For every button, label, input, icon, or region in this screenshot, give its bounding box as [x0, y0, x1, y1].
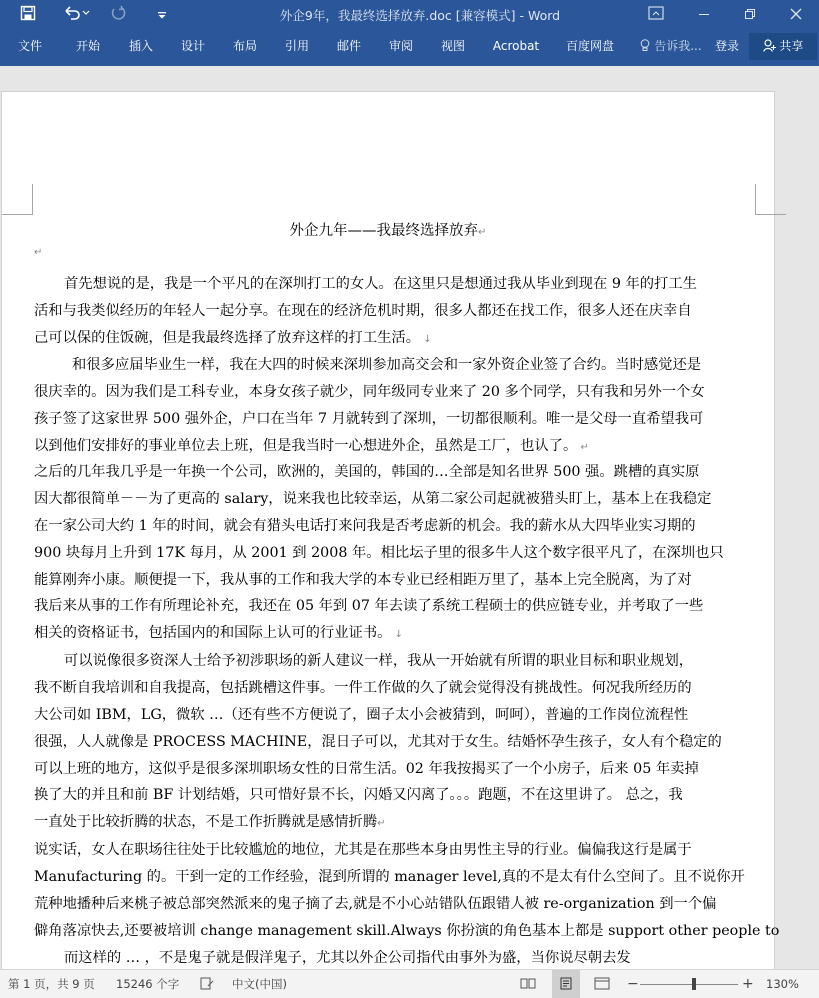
text-line: 可以上班的地方，这似乎是很多深圳职场女性的日常生活。02 年我按揭买了一个小房子，后来 05 年卖掉 — [34, 760, 699, 777]
zoom-in-button[interactable]: + — [742, 976, 754, 992]
text-line: 能算刚奔小康。顺便提一下，我从事的工作和我大学的本专业已经相距万里了，基本上完全脱离，为了对 — [34, 571, 692, 588]
lightbulb-icon — [640, 39, 654, 53]
text-line: 我不断自我培训和自我提高，包括跳槽这件事。一件工作做的久了就会觉得没有挑战性。何况我所经历的 — [34, 679, 692, 696]
read-mode-icon[interactable] — [520, 970, 536, 998]
paragraph-1 — [34, 271, 757, 352]
share-button[interactable] — [749, 33, 817, 60]
undo-icon[interactable] — [58, 0, 94, 32]
text-line: 首先想说的是，我是一个平凡的在深圳打工的女人。在这里只是想通过我从毕业到现在 9 年的打工生 — [64, 276, 697, 292]
person-icon — [763, 39, 780, 53]
tab-mailings[interactable]: 邮件 — [336, 39, 361, 53]
vertical-scrollbar[interactable] — [801, 66, 819, 969]
paragraph-5 — [34, 837, 780, 971]
text-line: 900 块每月上升到 17K 每月，从 2001 到 2008 年。相比坛子里的很多牛人这个数字很平凡了，在深圳也只 — [34, 544, 724, 561]
page-count[interactable]: 第 1 页，共 9 页 — [8, 977, 95, 991]
tab-insert[interactable]: 插入 — [128, 39, 153, 53]
text-line: 说实话，女人在职场往往处于比较尴尬的地位，尤其是在那些本身由男性主导的行业。偏偏我这行是属于 — [34, 842, 692, 858]
proofing-icon[interactable] — [200, 970, 214, 998]
restore-icon[interactable] — [727, 0, 773, 32]
close-icon[interactable] — [773, 0, 819, 32]
tab-file[interactable]: 文件 — [17, 39, 42, 53]
signin-link[interactable]: 登录 — [714, 39, 739, 53]
zoom-slider-thumb[interactable] — [692, 978, 696, 990]
tab-view[interactable]: 视图 — [440, 39, 465, 53]
print-layout-icon[interactable] — [552, 970, 580, 998]
text-line: 因大都很简单－－为了更高的 salary，说来我也比较幸运，从第二家公司起就被猎头盯上，基本上在我稳定 — [34, 490, 712, 507]
text-line: 在一家公司大约 1 年的时间，就会有猎头电话打来问我是否考虑新的机会。我的薪水从大四毕业实习期的 — [34, 517, 696, 534]
zoom-slider[interactable] — [640, 970, 738, 998]
document-canvas[interactable] — [0, 66, 819, 969]
text-line: 可以说像很多资深人士给予初涉职场的新人建议一样，我从一开始就有所谓的职业目标和职业规划， — [64, 653, 694, 669]
text-line: 活和与我类似经历的年轻人一起分享。在现在的经济危机时期，很多人都还在找工作，很多人还在庆幸自 — [34, 302, 692, 319]
status-bar — [0, 969, 819, 998]
crop-mark-right — [755, 184, 786, 215]
text-line: 之后的几年我几乎是一年换一个公司，欧洲的，美国的，韩国的…全部是知名世界 500 强。跳槽的真实原 — [34, 464, 700, 480]
tab-layout[interactable]: 布局 — [232, 39, 257, 53]
text-line: 大公司如 IBM，LG，微软 …（还有些不方便说了，圈子太小会被猜到，呵呵），普遍的工作岗位流程性 — [34, 706, 689, 723]
document-page[interactable] — [1, 91, 780, 993]
text-line: 和很多应届毕业生一样，我在大四的时候来深圳参加高交会和一家外资企业签了合约。当时感觉还是 — [72, 357, 702, 373]
share-label: 共享 — [779, 39, 804, 53]
text-line: 己可以保的住饭碗，但是我最终选择了放弃这样的打工生活。 ↓ — [34, 329, 432, 346]
text-line: 以到他们安排好的事业单位去上班，但是我当时一心想进外企，虽然是工厂，也认了。 ↵ — [34, 437, 589, 454]
word-count[interactable]: 15246 个字 — [116, 977, 180, 991]
crop-mark-left — [2, 184, 33, 215]
text-line: 而这样的 … ，不是鬼子就是假洋鬼子，尤其以外企公司指代由事外为盛，当你说尽朝去发 — [64, 949, 631, 966]
paragraph-3 — [34, 459, 757, 647]
save-icon[interactable] — [14, 0, 42, 32]
text-line: 荒种地播种后来桃子被总部突然派来的鬼子摘了去,就是不小心站错队伍跟错人被 re-organization 到一个偏 — [34, 895, 717, 912]
text-line: 孩子签了这家世界 500 强外企，户口在当年 7 月就转到了深圳，一切都很顺利。唯一是父母一直希望我可 — [34, 410, 704, 427]
document-title: 外企九年——我最终选择放弃↵ — [289, 223, 487, 239]
zoom-slider-track — [640, 984, 738, 985]
text-line: Manufacturing 的。干到一定的工作经验，混到所谓的 manager level,真的不是太有什么空间了。且不说你开 — [34, 868, 745, 885]
text-line: 相关的资格证书，包括国内的和国际上认可的行业证书。 ↓ — [34, 625, 403, 642]
ribbon-display-options-icon[interactable] — [633, 0, 679, 32]
paragraph-4 — [34, 648, 757, 836]
text-line: 一直处于比较折腾的状态，不是工作折腾就是感情折腾↵ — [34, 814, 386, 831]
title-bar — [0, 0, 819, 32]
tab-home[interactable]: 开始 — [75, 39, 100, 53]
tab-baidu-netdisk[interactable]: 百度网盘 — [565, 39, 614, 53]
web-layout-icon[interactable] — [594, 970, 610, 998]
empty-paragraph-mark: ↵ — [34, 247, 43, 258]
minimize-icon[interactable] — [681, 0, 727, 32]
tab-references[interactable]: 引用 — [284, 39, 309, 53]
zoom-level[interactable]: 130% — [766, 977, 799, 991]
paragraph-2 — [34, 352, 757, 460]
ribbon-tabs — [0, 32, 819, 62]
tab-acrobat[interactable]: Acrobat — [492, 39, 540, 53]
tell-me-search[interactable] — [636, 32, 706, 62]
language-indicator[interactable]: 中文(中国) — [232, 977, 287, 991]
tab-design[interactable]: 设计 — [180, 39, 205, 53]
text-line: 很庆幸的。因为我们是工科专业，本身女孩子就少，同年级同专业来了 20 多个同学，只有我和另外一个女 — [34, 383, 705, 400]
redo-icon[interactable] — [106, 0, 130, 32]
tell-me-label: 告诉我... — [654, 39, 702, 53]
text-line: 换了大的并且和前 BF 计划结婚，只可惜好景不长，闪婚又闪离了。。。跑题，不在这里讲了。 总之，我 — [34, 787, 683, 804]
text-line: 僻角落凉快去,还要被培训 change management skill.Always 你扮演的角色基本上都是 support other people to — [34, 922, 780, 939]
text-line: 我后来从事的工作有所理论补充，我还在 05 年到 07 年去读了系统工程硕士的供应链专业，并考取了一些 — [34, 598, 704, 615]
customize-quick-access-icon[interactable] — [150, 0, 174, 32]
tab-review[interactable]: 审阅 — [388, 39, 413, 53]
text-line: 很强，人人就像是 PROCESS MACHINE，混日子可以，尤其对于女生。结婚怀孕生孩子，女人有个稳定的 — [34, 733, 722, 750]
window-title: 外企9年，我最终选择放弃.doc [兼容模式] - Word — [279, 8, 561, 23]
zoom-out-button[interactable]: − — [627, 976, 639, 992]
